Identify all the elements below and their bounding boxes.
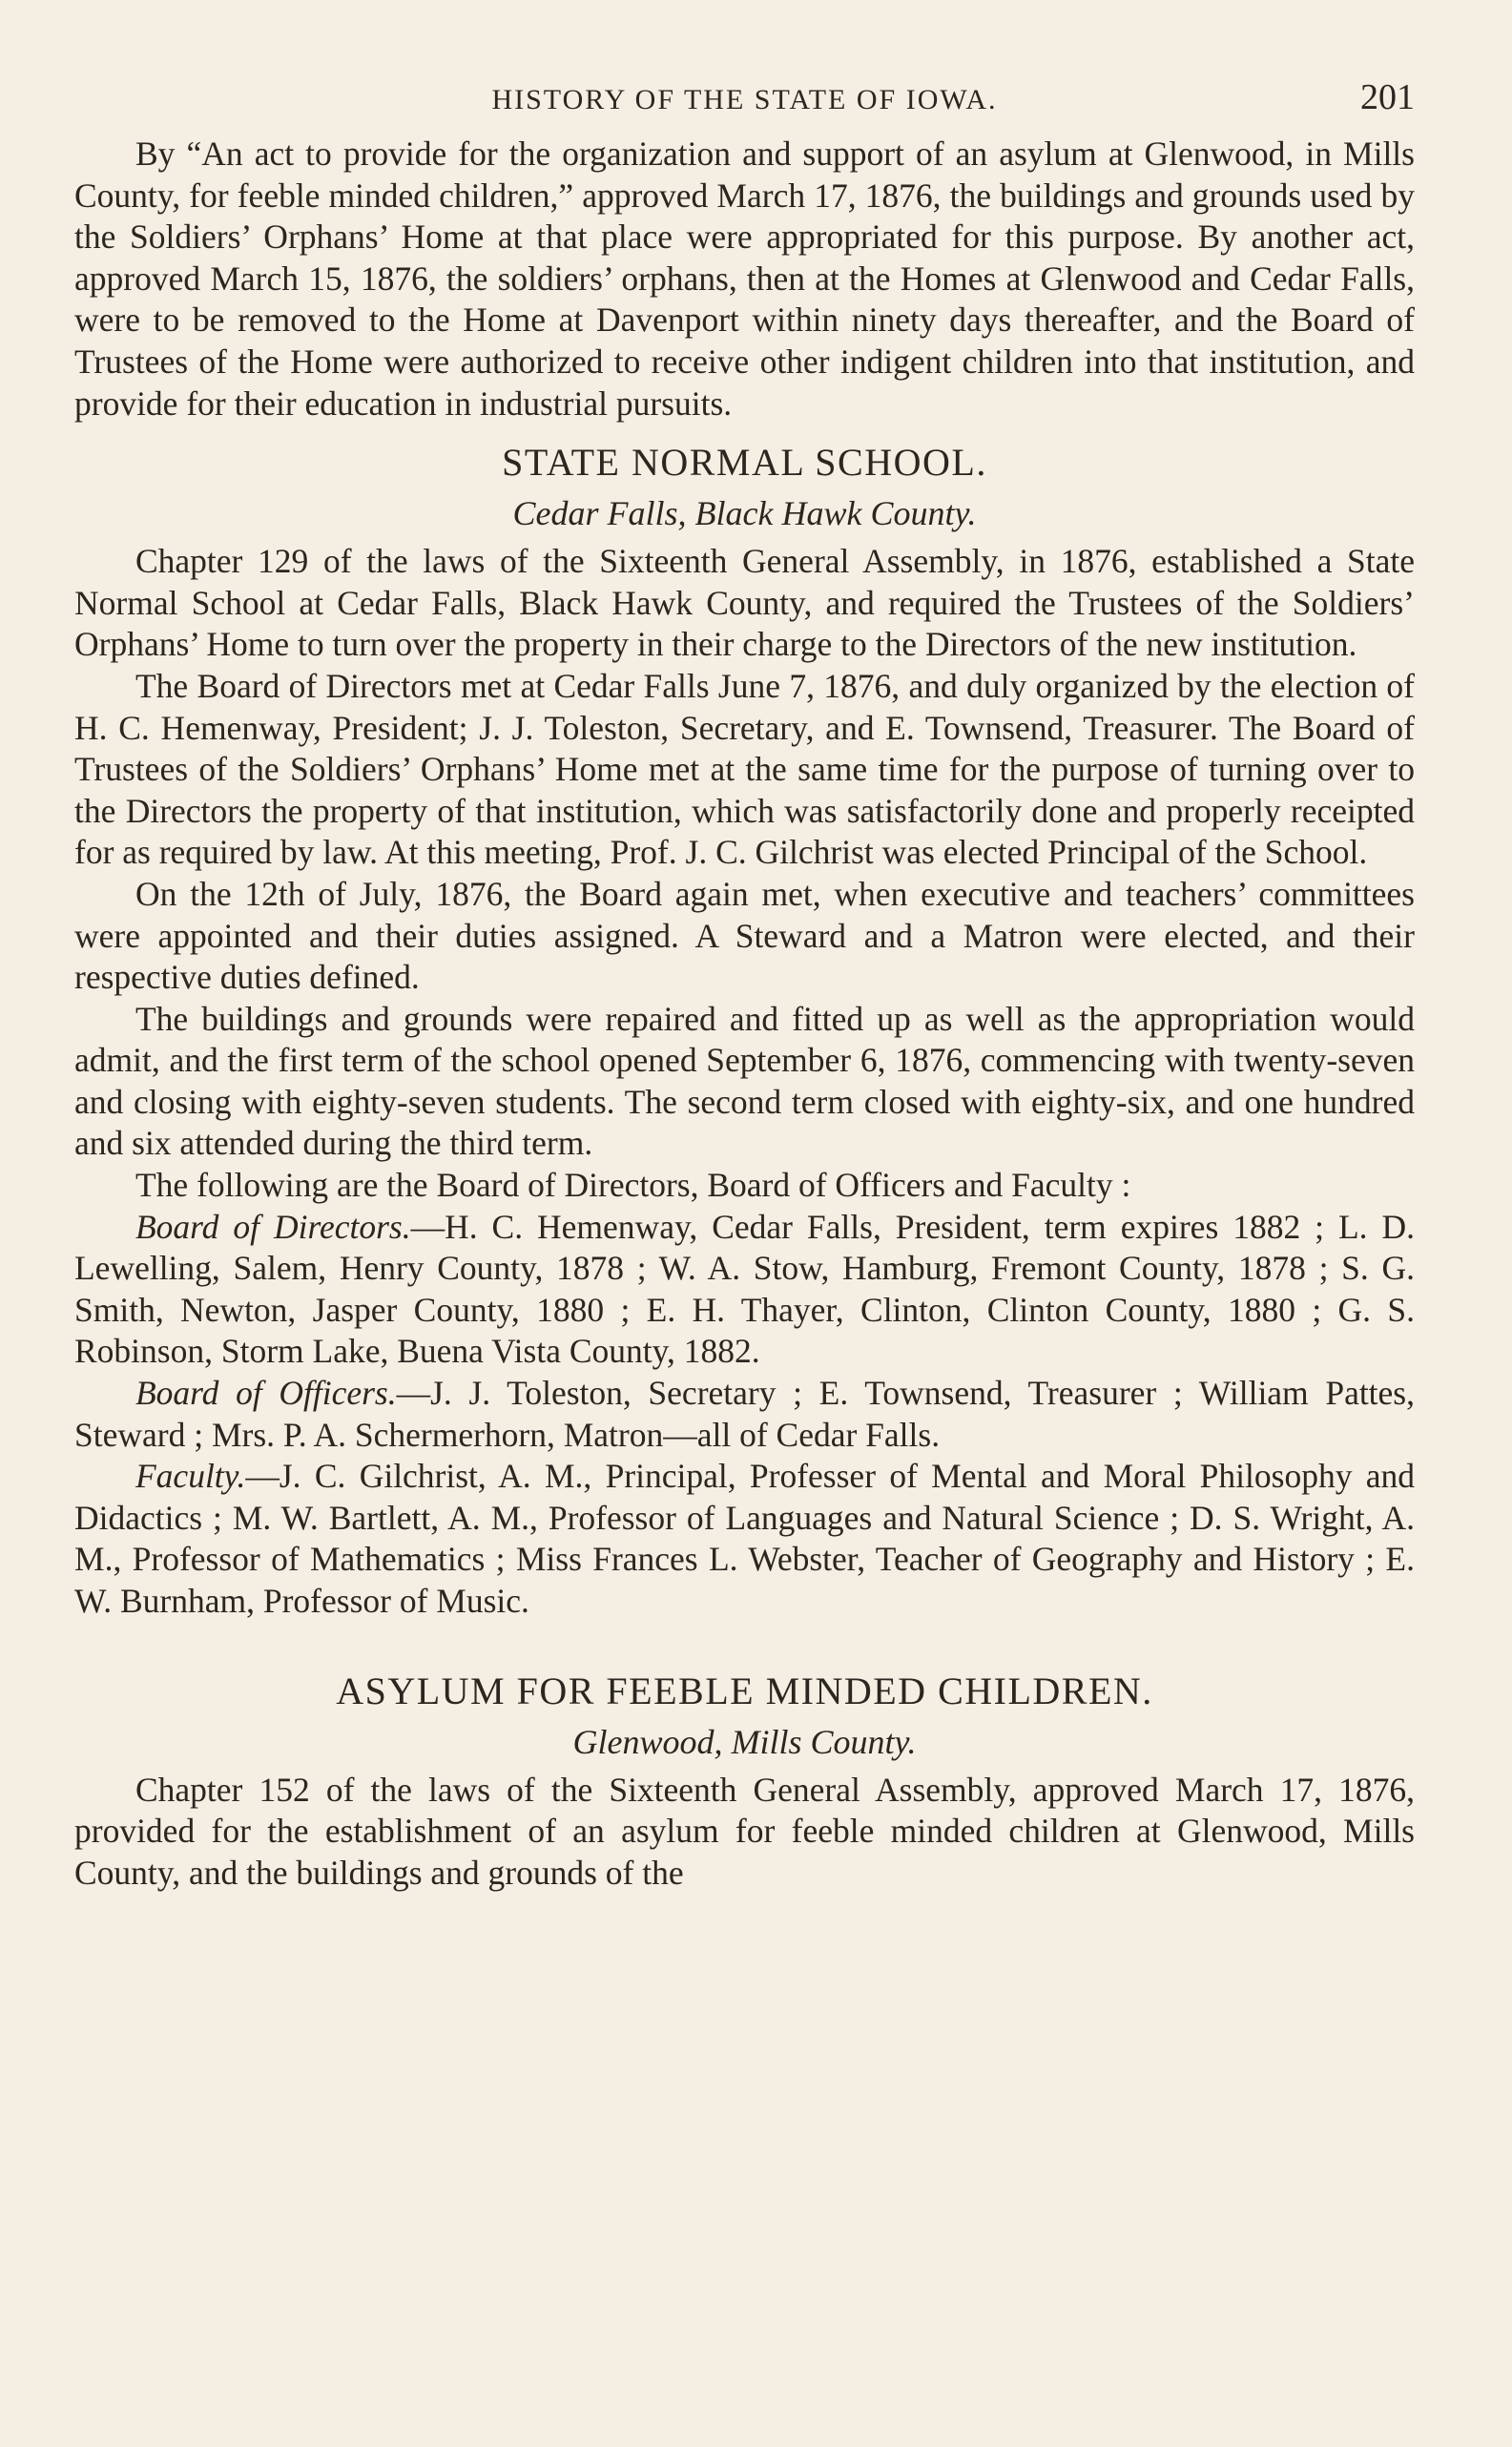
section-place-normal-school: Cedar Falls, Black Hawk County. (512, 494, 977, 533)
faculty-paragraph (74, 1456, 1415, 1622)
faculty-lead: Faculty. (135, 1457, 246, 1496)
officers-lead: Board of Officers. (135, 1374, 397, 1413)
intro-paragraph: By “An act to provide for the organization and support of an asylum at Glenwood, in Mills County, for feeble minded children,” approved March 17, 1876, the buildings and grounds used by the Soldiers’ Orphans’ Home at that place were appropriated for this purpose. By another act, approved March 15, 1876, the soldiers’ orphans, then at the Homes at Glenwood and Cedar Falls, were to be removed to the Home at Davenport within ninety days thereafter, and the Board of Trustees of the Home were authorized to receive other indigent children into that institution, and provide for their education in industrial pursuits. (74, 135, 1415, 423)
faculty-text: —J. C. Gilchrist, A. M., Principal, Professer of Mental and Moral Philosophy and Didactics ; M. W. Bartlett, A. M., Professor of Languages and Natural Science ; D. S. Wright, A. M., Professor of Mathematics ; Miss Frances L. Webster, Teacher of Geography and History ; E. W. Burnham, Professor of Music. (74, 1457, 1415, 1620)
directors-text: —H. C. Hemenway, Cedar Falls, President, term expires 1882 ; L. D. Lewelling, Salem, Henry County, 1878 ; W. A. Stow, Hamburg, Fremont County, 1878 ; S. G. Smith, Newton, Jasper County, 1880 ; E. H. Thayer, Clinton, Clinton County, 1880 ; G. S. Robinson, Storm Lake, Buena Vista County, 1882. (74, 1207, 1415, 1371)
section-place-asylum: Glenwood, Mills County. (572, 1722, 917, 1761)
paragraph: The following are the Board of Directors, Board of Officers and Faculty : (135, 1166, 1131, 1205)
body-text (74, 134, 1415, 1894)
running-head (74, 76, 1415, 134)
officers-paragraph (74, 1373, 1415, 1456)
paragraph: The Board of Directors met at Cedar Falls June 7, 1876, and duly organized by the election of H. C. Hemenway, President; J. J. Toleston, Secretary, and E. Townsend, Treasurer. The Board of Trustees of the Soldiers’ Orphans’ Home met at the same time for the purpose of turning over to the Directors the property of that institution, which was satisfactorily done and properly receipted for as required by law. At this meeting, Prof. J. C. Gilchrist was elected Principal of the School. (74, 666, 1415, 872)
paragraph: On the 12th of July, 1876, the Board again met, when executive and teachers’ committees were appointed and their duties assigned. A Steward and a Matron were elected, and their respective duties defined. (74, 874, 1415, 997)
asylum-paragraph: Chapter 152 of the laws of the Sixteenth General Assembly, approved March 17, 1876, provided for the establishment of an asylum for feeble minded children at Glenwood, Mills County, and the buildings and grounds of the (74, 1770, 1415, 1892)
section-heading-normal-school: STATE NORMAL SCHOOL. (502, 441, 987, 485)
book-page (74, 76, 1415, 1894)
paragraph: Chapter 129 of the laws of the Sixteenth General Assembly, in 1876, established a State Normal School at Cedar Falls, Black Hawk County, and required the Trustees of the Soldiers’ Orphans’ Home to turn over the property in their charge to the Directors of the new institution. (74, 542, 1415, 664)
section-heading-asylum: ASYLUM FOR FEEBLE MINDED CHILDREN. (336, 1669, 1153, 1712)
paragraph: The buildings and grounds were repaired and fitted up as well as the appropriation would admit, and the first term of the school opened September 6, 1876, commencing with twenty-seven and closing with eighty-seven students. The second term closed with eighty-six, and one hundred and six attended during the third term. (74, 999, 1415, 1163)
officers-text: —J. J. Toleston, Secretary ; E. Townsend, Treasurer ; William Pattes, Steward ; Mrs. P. A. Schermerhorn, Matron—all of Cedar Falls. (74, 1374, 1415, 1454)
page-number: 201 (1360, 77, 1415, 117)
directors-paragraph (74, 1207, 1415, 1373)
running-title: HISTORY OF THE STATE OF IOWA. (491, 84, 998, 115)
directors-lead: Board of Directors. (135, 1207, 411, 1246)
